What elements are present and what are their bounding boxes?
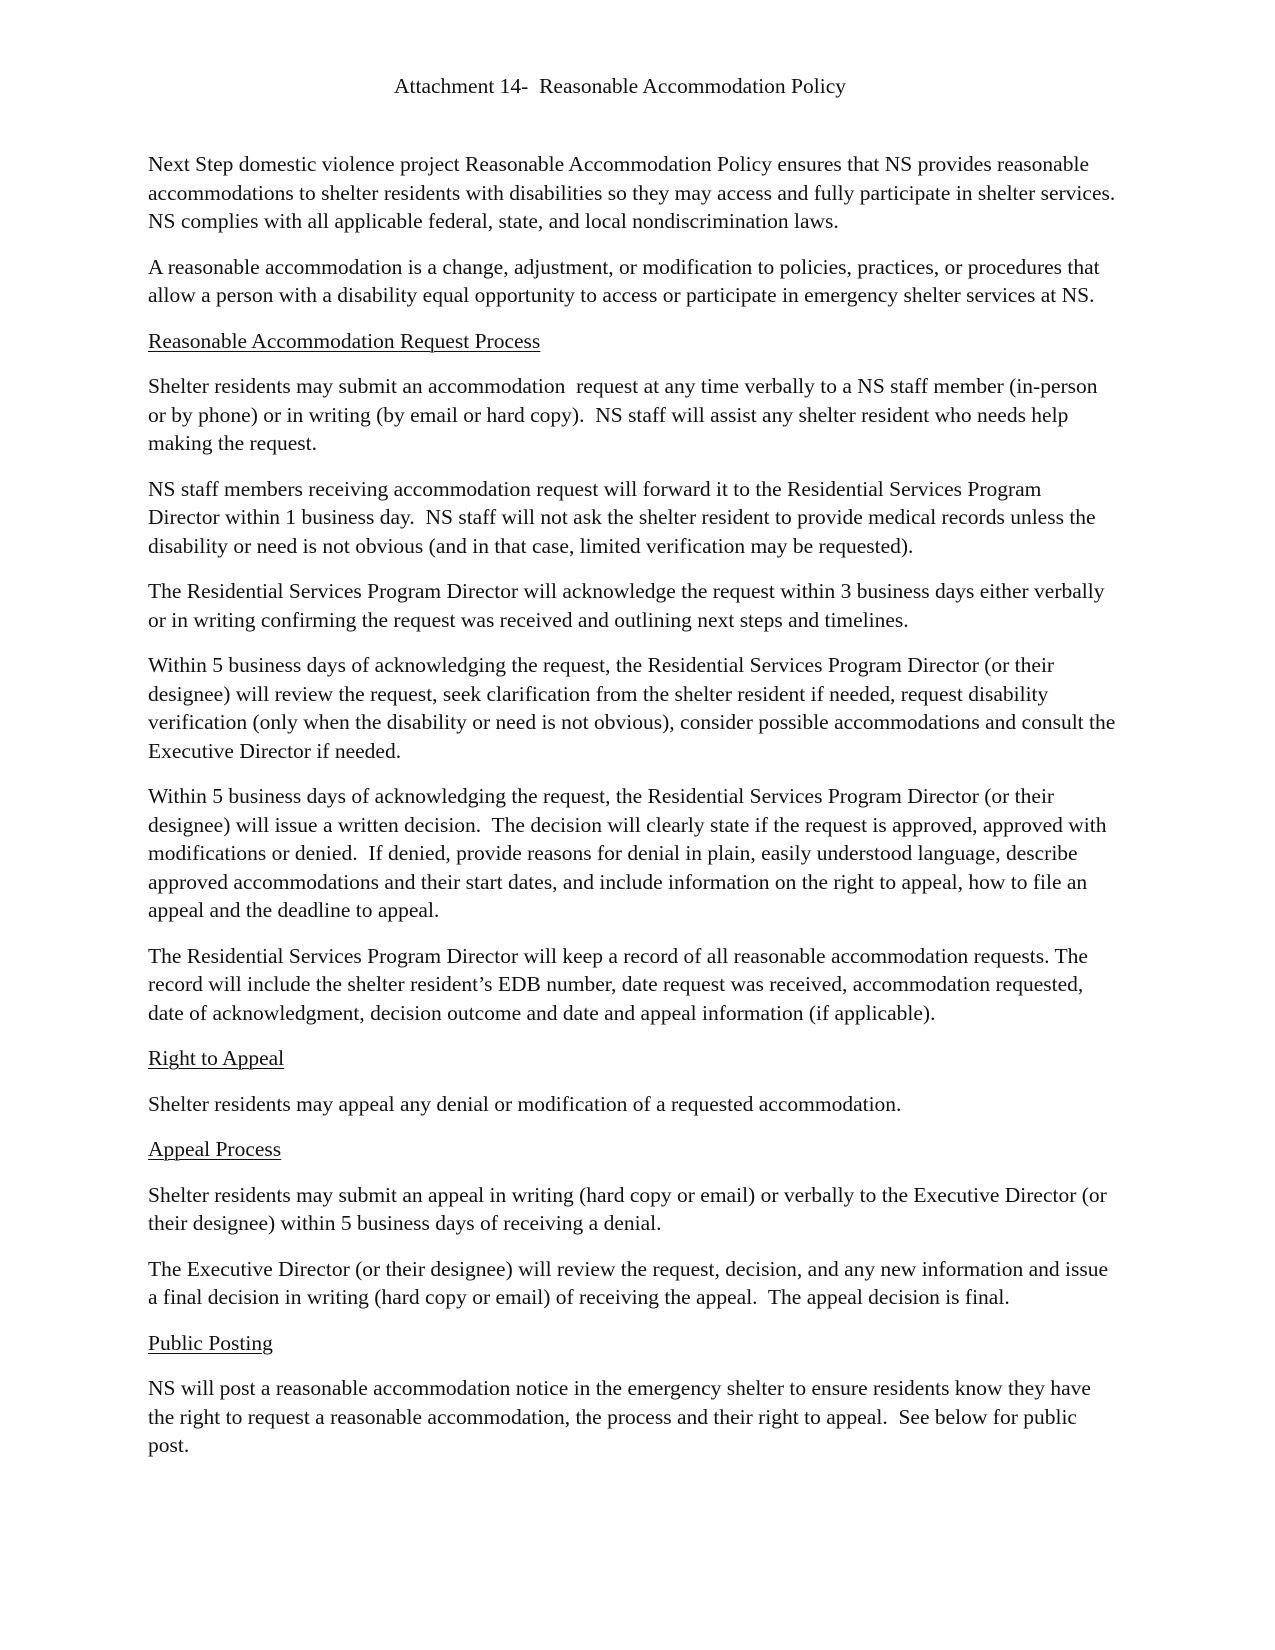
section-heading-public-posting: Public Posting — [148, 1330, 273, 1355]
paragraph: Shelter residents may appeal any denial or modification of a requested accommodation. — [148, 1091, 902, 1116]
paragraph: Within 5 business days of acknowledging the request, the Residential Services Program Director (or their designee) will issue a written decision. The decision will clearly state if the request is approved, approved with modifications or denied. If denied, provide reasons for denial in plain, easily understood language, describe approved accommodations and their start dates, and include information on the right to appeal, how to file an appeal and the deadline to appeal. — [148, 784, 1112, 922]
document-title: Attachment 14- Reasonable Accommodation Policy — [394, 74, 846, 98]
intro-paragraph: Next Step domestic violence project Reasonable Accommodation Policy ensures that NS provides reasonable accommodations to shelter residents with disabilities so they may access and fully participate in shelter services. NS complies with all applicable federal, state, and local nondiscrimination laws. — [148, 152, 1126, 233]
paragraph: The Residential Services Program Director will acknowledge the request within 3 business days either verbally or in writing confirming the request was received and outlining next steps and timelines. — [148, 579, 1110, 632]
paragraph: Within 5 business days of acknowledging the request, the Residential Services Program Director (or their designee) will review the request, seek clarification from the shelter resident if needed, request disability verification (only when the disability or need is not obvious), consider possible accommodations and consult the Executive Director if needed. — [148, 653, 1121, 763]
paragraph: Shelter residents may submit an accommodation request at any time verbally to a NS staff member (in-person or by phone) or in writing (by email or hard copy). NS staff will assist any shelter resident who needs help making the request. — [148, 374, 1103, 455]
section-heading-right-to-appeal: Right to Appeal — [148, 1046, 285, 1070]
paragraph: NS staff members receiving accommodation request will forward it to the Residential Services Program Director within 1 business day. NS staff will not ask the shelter resident to provide medical records unless the disability or need is not obvious (and in that case, limited verification may be requested). — [148, 476, 1101, 558]
intro-paragraph: A reasonable accommodation is a change, adjustment, or modification to policies, practices, or procedures that allow a person with a disability equal opportunity to access or participate in emergency shelter services at NS. — [148, 254, 1106, 307]
paragraph: The Residential Services Program Director will keep a record of all reasonable accommodation requests. The record will include the shelter resident’s EDB number, date request was received, accommodation requested, date of acknowledgment, decision outcome and date and appeal information (if applicable). — [148, 943, 1094, 1025]
paragraph: Shelter residents may submit an appeal in writing (hard copy or email) or verbally to the Executive Director (or their designee) within 5 business days of receiving a denial. — [148, 1182, 1113, 1235]
paragraph: NS will post a reasonable accommodation notice in the emergency shelter to ensure residents know they have the right to request a reasonable accommodation, the process and their right to appeal. See below for public post. — [148, 1376, 1097, 1457]
section-heading-request-process: Reasonable Accommodation Request Process — [148, 328, 541, 353]
document-body — [148, 150, 1126, 1477]
paragraph: The Executive Director (or their designee) will review the request, decision, and any new information and issue a final decision in writing (hard copy or email) of receiving the appeal. The appeal decision is final. — [148, 1256, 1114, 1309]
section-heading-appeal-process: Appeal Process — [148, 1137, 282, 1161]
